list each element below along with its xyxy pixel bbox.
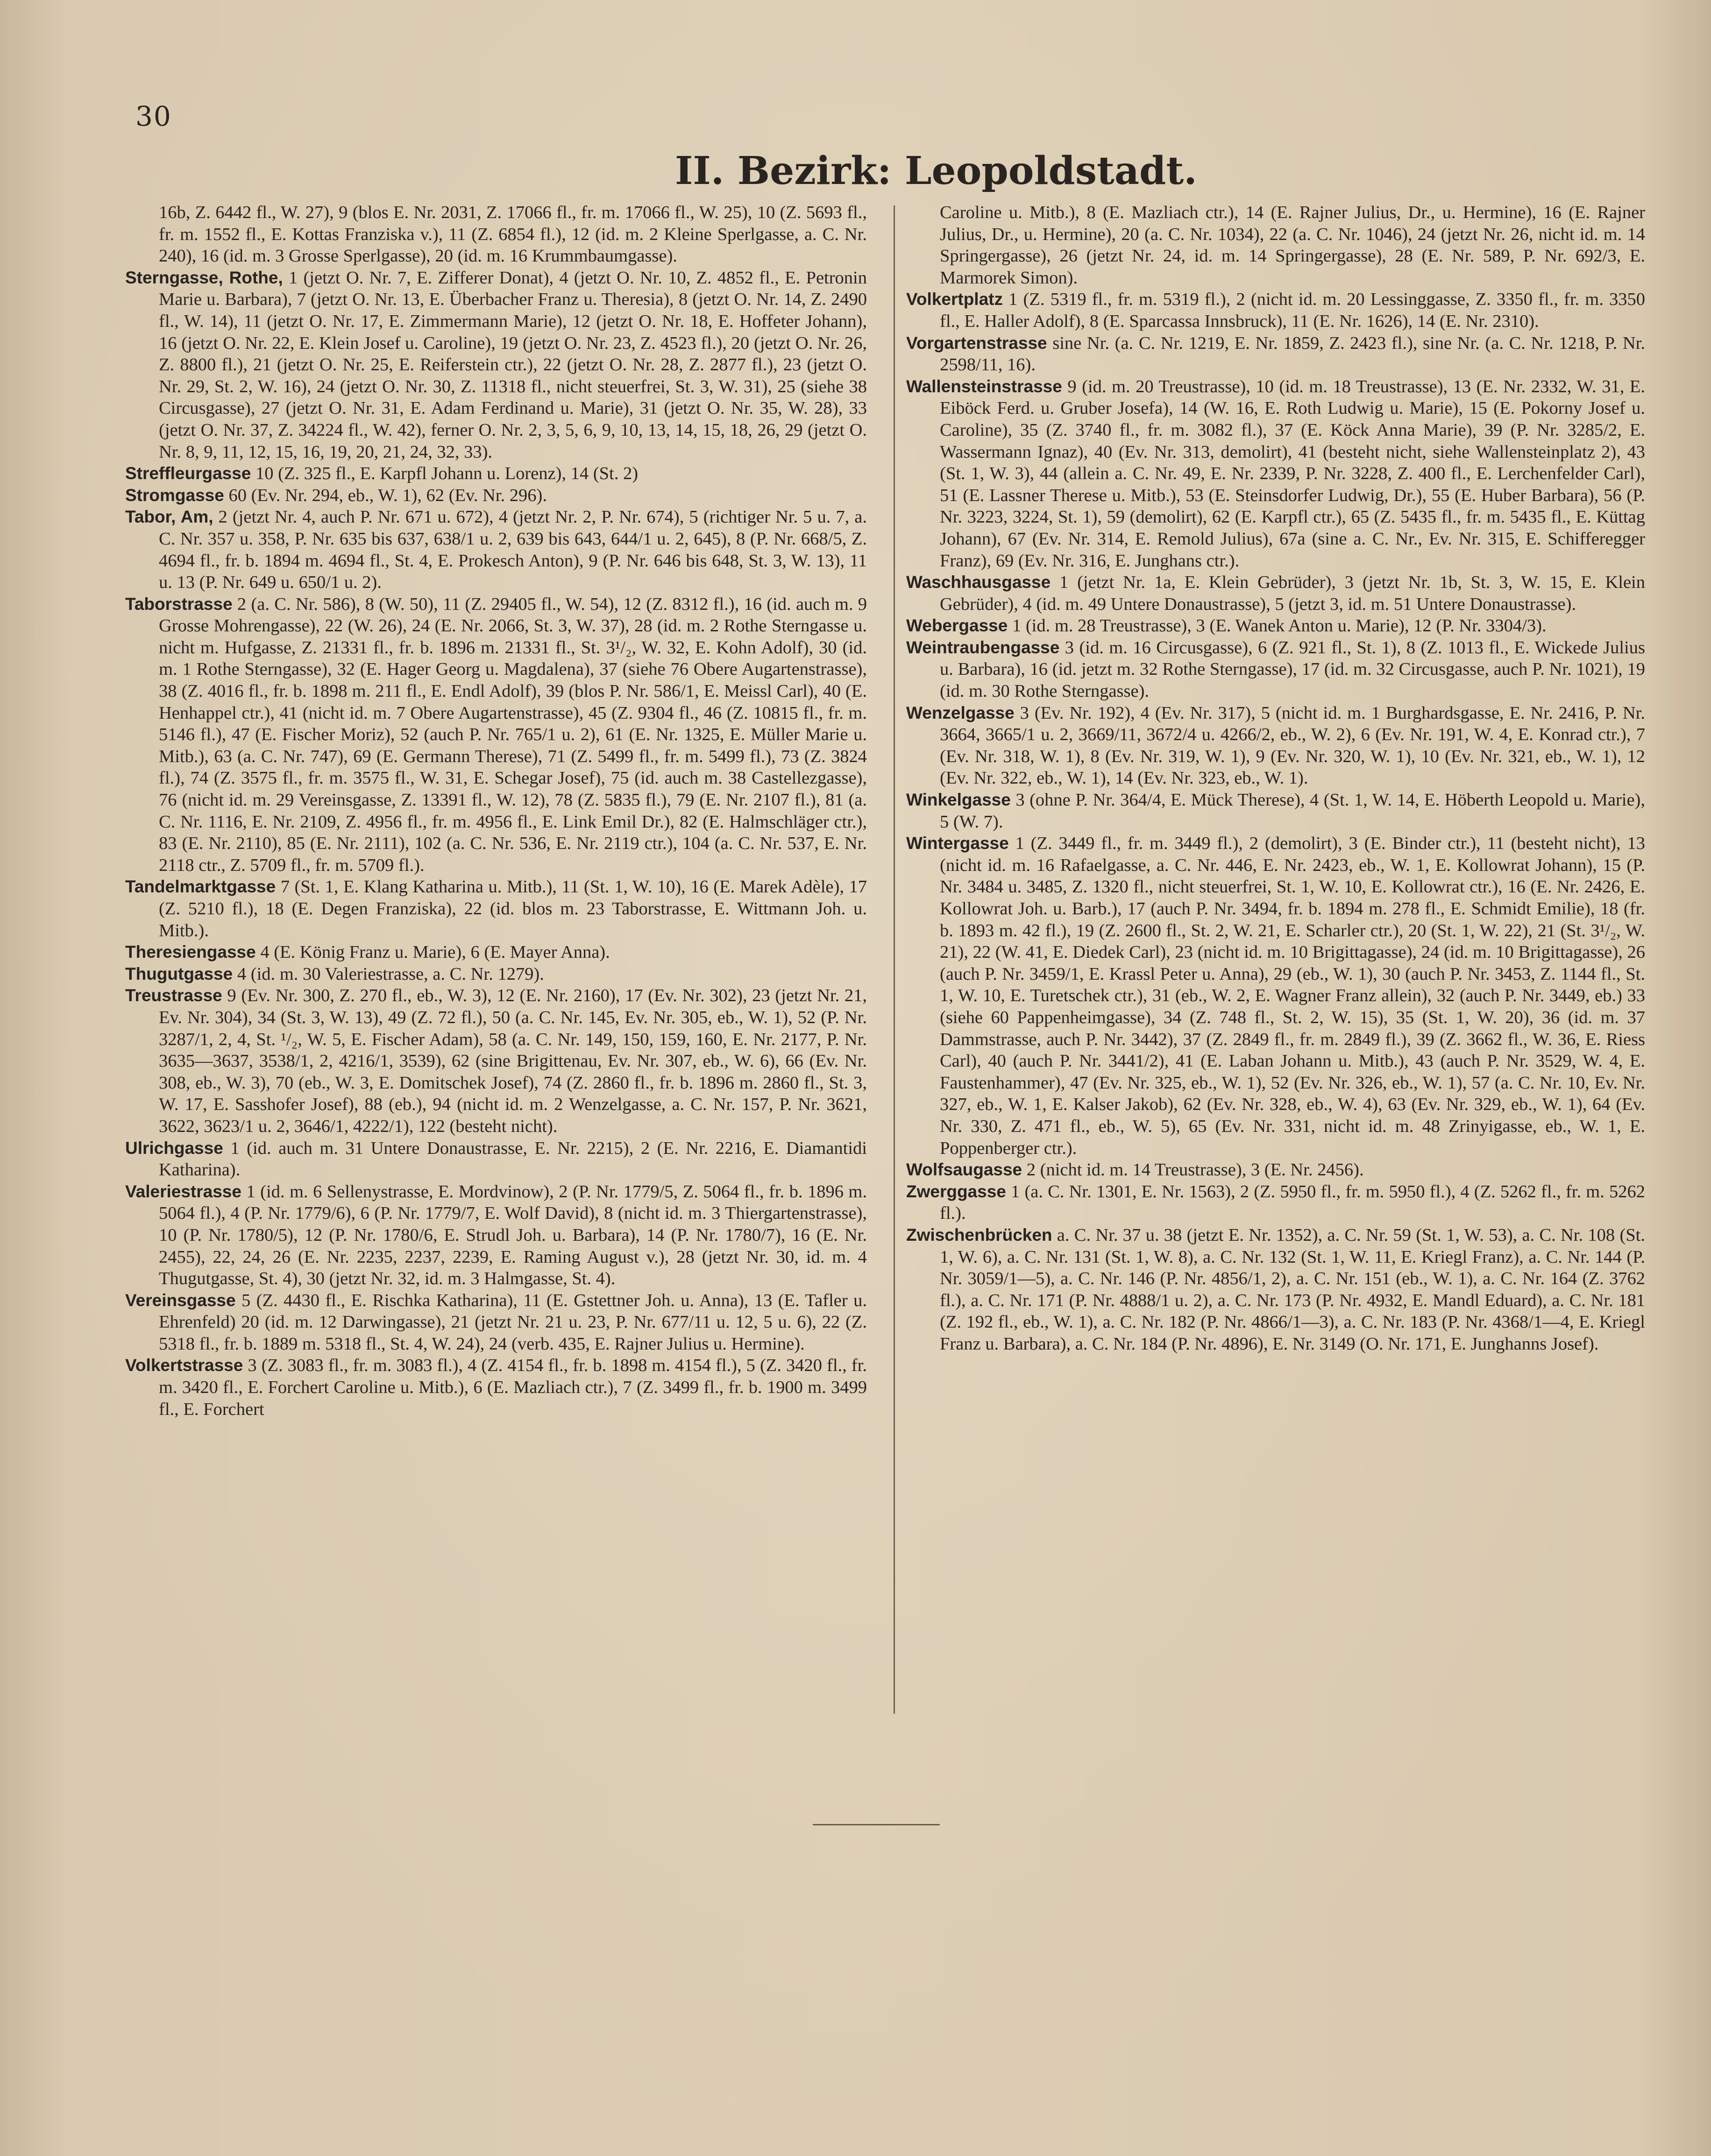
street-details: 4 (E. König Franz u. Marie), 6 (E. Mayer Anna). [256,942,610,962]
street-details: 5 (Z. 4430 fl., E. Rischka Katharina), 11 (E. Gstettner Joh. u. Anna), 13 (E. Tafler u. Ehrenfeld) 20 (id. m. 12 Darwingasse), 21 (jetzt Nr. 21 u. 23, P. Nr. 677/11 u. 12, 5 u. 6), 22 (Z. 5318 fl., fr. b. 1889 m. 5318 fl., St. 4, W. 24), 24 (verb. 435, E. Rajner Julius u. Hermine). [159,1290,867,1354]
street-name: Zwischenbrücken [906,1225,1052,1244]
street-name: Sterngasse, Rothe, [125,268,283,287]
street-details: 60 (Ev. Nr. 294, eb., W. 1), 62 (Ev. Nr. 296). [224,485,547,505]
street-details: 16b, Z. 6442 fl., W. 27), 9 (blos E. Nr. 2031, Z. 17066 fl., fr. m. 17066 fl., W. 25), 10 (Z. 5693 fl., fr. m. 1552 fl., E. Kottas Franziska v.), 11 (Z. 6854 fl.), 12 (id. m. 2 Kleine Sperlgasse, a. C. Nr. 240), 16 (id. m. 3 Grosse Sperlgasse), 20 (id. m. 16 Krummbaumgasse). [159,203,867,266]
street-details: 1 (jetzt Nr. 1a, E. Klein Gebrüder), 3 (jetzt Nr. 1b, St. 3, W. 15, E. Klein Gebrüder), 4 (id. m. 49 Untere Donaustrasse), 5 (jetzt 3, id. m. 51 Untere Donaustrasse). [940,573,1645,614]
street-entry [125,267,867,463]
street-name: Thugutgasse [125,964,233,983]
street-details: 1 (Z. 5319 fl., fr. m. 5319 fl.), 2 (nicht id. m. 20 Lessinggasse, Z. 3350 fl., fr. m. 3350 fl., E. Haller Adolf), 8 (E. Sparcassa Innsbruck), 11 (E. Nr. 1626), 14 (E. Nr. 2310). [940,290,1645,331]
street-entry [906,637,1645,702]
street-entry [906,1159,1645,1181]
left-column [125,202,867,1420]
street-details: 9 (Ev. Nr. 300, Z. 270 fl., eb., W. 3), 12 (E. Nr. 2160), 17 (Ev. Nr. 302), 23 (jetzt Nr. 21, Ev. Nr. 304), 34 (St. 3, W. 13), 49 (Z. 72 fl.), 50 (a. C. Nr. 145, Ev. Nr. 305, eb., W. 1), 52 (P. Nr. 3287/1, 2, 4, St. ¹/₂, W. 5, E. Fischer Adam), 58 (a. C. Nr. 149, 150, 159, 160, E. Nr. 2177, P. Nr. 3635—3637, 3538/1, 2, 4216/1, 3539), 62 (sine Brigittenau, Ev. Nr. 307, eb., W. 6), 66 (Ev. Nr. 308, eb., W. 3), 70 (eb., W. 3, E. Domitschek Josef), 74 (Z. 2860 fl., fr. b. 1896 m. 2860 fl., St. 3, W. 17, E. Sasshofer Josef), 88 (eb.), 94 (nicht id. m. 2 Wenzelgasse, a. C. Nr. 157, P. Nr. 3621, 3622, 3623/1 u. 2, 3646/1, 4222/1), 122 (besteht nicht). [159,986,867,1136]
street-name: Valeriestrasse [125,1181,241,1201]
street-name: Theresiengasse [125,942,256,962]
street-name: Wintergasse [906,834,1009,853]
street-details: 1 (Z. 3449 fl., fr. m. 3449 fl.), 2 (demolirt), 3 (E. Binder ctr.), 11 (besteht nicht), 13 (nicht id. m. 16 Rafaelgasse, a. C. Nr. 446, E. Nr. 2423, eb., W. 1, E. Kollowrat Johann), 15 (P. Nr. 3484 u. 3485, Z. 1320 fl., nicht steuerfrei, St. 1, W. 10, E. Kollowrat ctr.), 16 (E. Nr. 2426, E. Kollowrat Joh. u. Barb.), 17 (auch P. Nr. 3494, fr. b. 1894 m. 278 fl., E. Schmidt Emilie), 18 (fr. b. 1893 m. 42 fl.), 19 (Z. 2600 fl., St. 2, W. 21, E. Scharler ctr.), 20 (St. 1, W. 22), 21 (St. 3¹/₂, W. 21), 22 (W. 41, E. Diedek Carl), 23 (nicht id. m. 10 Brigittagasse), 24 (id. m. 10 Brigittagasse), 26 (auch P. Nr. 3459/1, E. Krassl Peter u. Anna), 29 (eb., W. 1), 30 (auch P. Nr. 3453, Z. 1144 fl., St. 1, W. 10, E. Turetschek ctr.), 31 (eb., W. 2, E. Wagner Franz allein), 32 (auch P. Nr. 3449, eb.) 33 (siehe 60 Pappenheimgasse), 34 (Z. 748 fl., St. 2, W. 15), 35 (St. 1, W. 20), 36 (id. m. 37 Dammstrasse, auch P. Nr. 3442), 37 (Z. 2849 fl., fr. m. 2849 fl.), 39 (Z. 3662 fl., W. 36, E. Riess Carl), 40 (auch P. Nr. 3441/2), 41 (E. Laban Johann u. Mitb.), 43 (auch P. Nr. 3529, W. 4, E. Faustenhammer), 47 (Ev. Nr. 325, eb., W. 1), 52 (Ev. Nr. 326, eb., W. 1), 57 (a. C. Nr. 10, Ev. Nr. 327, eb., W. 1, E. Kalser Jakob), 62 (Ev. Nr. 328, eb., W. 4), 63 (Ev. Nr. 329, eb., W. 1), 64 (Ev. Nr. 330, Z. 471 fl., eb., W. 5), 65 (Ev. Nr. 331, nicht id. m. 48 Zrinyigasse, eb., W. 1, E. Poppenberger ctr.). [940,834,1645,1158]
street-name: Winkelgasse [906,790,1011,810]
street-entry [125,963,867,985]
street-name: Tandelmarktgasse [125,877,276,897]
street-entry [125,463,867,485]
street-name: Volkertstrasse [125,1356,243,1375]
street-entry [125,506,867,593]
street-name: Volkertplatz [906,290,1003,309]
street-entry [125,594,867,877]
street-details: 3 (Ev. Nr. 192), 4 (Ev. Nr. 317), 5 (nicht id. m. 1 Burghardsgasse, E. Nr. 2416, P. Nr. 3664, 3665/1 u. 2, 3669/11, 3672/4 u. 4266/2, eb., W. 2), 6 (Ev. Nr. 191, W. 4, E. Konrad ctr.), 7 (Ev. Nr. 318, W. 1), 8 (Ev. Nr. 319, W. 1), 9 (Ev. Nr. 320, W. 1), 10 (Ev. Nr. 321, eb., W. 1), 12 (Ev. Nr. 322, eb., W. 1), 14 (Ev. Nr. 323, eb., W. 1). [940,703,1645,788]
street-name: Zwerggasse [906,1181,1006,1201]
street-name: Treustrasse [125,986,222,1005]
street-name: Stromgasse [125,485,224,505]
street-entry [125,1181,867,1290]
end-rule [813,1824,940,1825]
street-entry [906,702,1645,789]
column-divider [894,205,895,1714]
street-entry [906,833,1645,1159]
street-details: 1 (id. m. 28 Treustrasse), 3 (E. Wanek Anton u. Marie), 12 (P. Nr. 3304/3). [1008,616,1547,636]
street-entry [906,202,1645,289]
street-entry [906,789,1645,833]
street-details: 3 (ohne P. Nr. 364/4, E. Mück Therese), 4 (St. 1, W. 14, E. Höberth Leopold u. Marie), 5 (W. 7). [940,790,1645,832]
street-details: 9 (id. m. 20 Treustrasse), 10 (id. m. 18 Treustrasse), 13 (E. Nr. 2332, W. 31, E. Eiböck Ferd. u. Gruber Josefa), 14 (W. 16, E. Roth Ludwig u. Marie), 15 (E. Pokorny Josef u. Caroline), 35 (Z. 3740 fl., fr. m. 3082 fl.), 37 (E. Köck Anna Marie), 39 (P. Nr. 3285/2, E. Wassermann Ignaz), 40 (Ev. Nr. 313, demolirt), 41 (besteht nicht, siehe Wallensteinplatz 2), 43 (St. 1, W. 3), 44 (allein a. C. Nr. 49, E. Nr. 2339, P. Nr. 3228, Z. 400 fl., E. Lerchenfelder Carl), 51 (E. Lassner Therese u. Mitb.), 53 (E. Steinsdorfer Ludwig, Dr.), 55 (E. Huber Barbara), 56 (P. Nr. 3223, 3224, St. 1), 59 (demolirt), 62 (E. Karpfl ctr.), 65 (Z. 5435 fl., fr. m. 5435 fl., E. Küttag Johann), 67 (Ev. Nr. 314, E. Remold Julius), 67a (sine a. C. Nr., Ev. Nr. 315, E. Schifferegger Franz), 69 (Ev. Nr. 316, E. Junghans ctr.). [940,376,1645,571]
street-entry [125,876,867,941]
page-number: 30 [135,100,172,132]
page-title: II. Bezirk: Leopoldstadt. [675,148,1197,193]
street-entry [125,941,867,963]
street-entry [125,985,867,1137]
street-name: Vorgartenstrasse [906,333,1047,353]
right-column [906,202,1645,1355]
street-name: Waschhausgasse [906,573,1051,592]
street-details: 3 (Z. 3083 fl., fr. m. 3083 fl.), 4 (Z. 4154 fl., fr. b. 1898 m. 4154 fl.), 5 (Z. 3420 fl., fr. m. 3420 fl., E. Forchert Caroline u. Mitb.), 6 (E. Mazliach ctr.), 7 (Z. 3499 fl., fr. b. 1900 m. 3499 fl., E. Forchert [159,1356,867,1419]
street-entry [906,615,1645,637]
street-name: Vereinsgasse [125,1290,236,1310]
street-entry [906,376,1645,572]
street-entry [125,1290,867,1355]
street-details: 2 (a. C. Nr. 586), 8 (W. 50), 11 (Z. 29405 fl., W. 54), 12 (Z. 8312 fl.), 16 (id. auch m. 9 Grosse Mohrengasse), 22 (W. 26), 24 (E. Nr. 2066, St. 3, W. 37), 28 (id. m. 2 Rothe Sterngasse u. nicht m. Hufgasse, Z. 21331 fl., fr. b. 1896 m. 21331 fl., St. 3¹/₂, W. 32, E. Kohn Adolf), 30 (id. m. 1 Rothe Sterngasse), 32 (E. Hager Georg u. Magdalena), 37 (siehe 76 Obere Augartenstrasse), 38 (Z. 4016 fl., fr. b. 1898 m. 211 fl., E. Endl Adolf), 39 (blos P. Nr. 586/1, E. Meissl Carl), 40 (E. Henhappel ctr.), 41 (nicht id. m. 7 Obere Augartenstrasse), 45 (Z. 9304 fl., 46 (Z. 10815 fl., fr. m. 5146 fl.), 47 (E. Fischer Moriz), 52 (auch P. Nr. 765/1 u. 2), 61 (E. Nr. 1325, E. Müller Marie u. Mitb.), 63 (a. C. Nr. 747), 69 (E. Germann Therese), 71 (Z. 5499 fl., fr. m. 5499 fl.), 73 (Z. 3824 fl.), 74 (Z. 3575 fl., fr. m. 3575 fl., W. 31, E. Schegar Josef), 75 (id. auch m. 38 Castellezgasse), 76 (nicht id. m. 29 Vereinsgasse, Z. 13391 fl., W. 12), 78 (Z. 5835 fl.), 79 (E. Nr. 2107 fl.), 81 (a. C. Nr. 1116, E. Nr. 2109, Z. 4956 fl., fr. m. 4956 fl., E. Link Emil Dr.), 82 (E. Halmschläger ctr.), 83 (E. Nr. 2110), 85 (E. Nr. 2111), 102 (a. C. Nr. 536, E. Nr. 2119 ctr.), 104 (a. C. Nr. 537, E. Nr. 2118 ctr., Z. 5709 fl., fr. m. 5709 fl.). [159,594,867,875]
street-name: Wallensteinstrasse [906,376,1062,396]
street-entry [125,1355,867,1420]
street-details: 1 (a. C. Nr. 1301, E. Nr. 1563), 2 (Z. 5950 fl., fr. m. 5950 fl.), 4 (Z. 5262 fl., fr. m. 5262 fl.). [940,1181,1645,1223]
street-details: sine Nr. (a. C. Nr. 1219, E. Nr. 1859, Z. 2423 fl.), sine Nr. (a. C. Nr. 1218, P. Nr. 2598/11, 16). [940,333,1645,375]
street-details: 7 (St. 1, E. Klang Katharina u. Mitb.), 11 (St. 1, W. 10), 16 (E. Marek Adèle), 17 (Z. 5210 fl.), 18 (E. Degen Franziska), 22 (id. blos m. 23 Taborstrasse, E. Wittmann Joh. u. Mitb.). [159,877,867,940]
street-details: 2 (nicht id. m. 14 Treustrasse), 3 (E. Nr. 2456). [1022,1160,1364,1180]
street-entry [125,202,867,267]
street-name: Wenzelgasse [906,703,1015,722]
street-details: 1 (id. m. 6 Sellenystrasse, E. Mordvinow), 2 (P. Nr. 1779/5, Z. 5064 fl., fr. b. 1896 m. 5064 fl.), 4 (P. Nr. 1779/6), 6 (P. Nr. 1779/7, E. Wolf David), 8 (nicht id. m. 3 Thiergartenstrasse), 10 (P. Nr. 1780/5), 12 (P. Nr. 1780/6, E. Strudl Joh. u. Barbara), 14 (P. Nr. 1780/7), 16 (E. Nr. 2455), 22, 24, 26 (E. Nr. 2235, 2237, 2239, E. Raming August v.), 28 (jetzt Nr. 30, id. m. 4 Thugutgasse, St. 4), 30 (jetzt Nr. 32, id. m. 3 Halmgasse, St. 4). [159,1181,867,1289]
street-name: Taborstrasse [125,594,233,614]
street-name: Tabor, Am, [125,507,213,527]
street-name: Weintraubengasse [906,637,1060,657]
street-details: 1 (jetzt O. Nr. 7, E. Zifferer Donat), 4 (jetzt O. Nr. 10, Z. 4852 fl., E. Petronin Marie u. Barbara), 7 (jetzt O. Nr. 13, E. Überbacher Franz u. Theresia), 8 (jetzt O. Nr. 14, Z. 2490 fl., W. 14), 11 (jetzt O. Nr. 17, E. Zimmermann Marie), 12 (jetzt O. Nr. 18, E. Hoffeter Johann), 16 (jetzt O. Nr. 22, E. Klein Josef u. Caroline), 19 (jetzt O. Nr. 23, Z. 4523 fl.), 20 (jetzt O. Nr. 26, Z. 8800 fl.), 21 (jetzt O. Nr. 25, E. Reiferstein ctr.), 22 (jetzt O. Nr. 28, Z. 2877 fl.), 23 (jetzt O. Nr. 29, St. 2, W. 16), 24 (jetzt O. Nr. 30, Z. 11318 fl., nicht steuerfrei, St. 3, W. 31), 25 (siehe 38 Circusgasse), 27 (jetzt O. Nr. 31, E. Adam Ferdinand u. Marie), 31 (jetzt O. Nr. 35, W. 28), 33 (jetzt O. Nr. 37, Z. 34224 fl., W. 42), ferner O. Nr. 2, 3, 5, 6, 9, 10, 13, 14, 15, 18, 26, 29 (jetzt O. Nr. 8, 9, 11, 12, 15, 16, 19, 20, 21, 24, 32, 33). [159,268,867,462]
street-details: 4 (id. m. 30 Valeriestrasse, a. C. Nr. 1279). [233,964,544,984]
street-details: 2 (jetzt Nr. 4, auch P. Nr. 671 u. 672), 4 (jetzt Nr. 2, P. Nr. 674), 5 (richtiger Nr. 5 u. 7, a. C. Nr. 357 u. 358, P. Nr. 635 bis 637, 638/1 u. 2, 639 bis 643, 644/1 u. 2, 645), 8 (P. Nr. 668/5, Z. 4694 fl., fr. b. 1894 m. 4694 fl., St. 4, E. Prokesch Anton), 9 (P. Nr. 646 bis 648, St. 3, W. 13), 11 u. 13 (P. Nr. 649 u. 650/1 u. 2). [159,507,867,593]
street-entry [125,1138,867,1181]
street-name: Wolfsaugasse [906,1160,1022,1180]
street-details: 3 (id. m. 16 Circusgasse), 6 (Z. 921 fl., St. 1), 8 (Z. 1013 fl., E. Wickede Julius u. Barbara), 16 (id. jetzt m. 32 Rothe Sterngasse), 17 (id. m. 32 Circusgasse, auch P. Nr. 1021), 19 (id. m. 30 Rothe Sterngasse). [940,637,1645,701]
street-entry [906,289,1645,332]
street-entry [906,332,1645,376]
street-details: Caroline u. Mitb.), 8 (E. Mazliach ctr.), 14 (E. Rajner Julius, Dr., u. Hermine), 16 (E. Rajner Julius, Dr., u. Hermine), 20 (a. C. Nr. 1034), 22 (a. C. Nr. 1046), 24 (jetzt Nr. 26, nicht id. m. 14 Springergasse), 26 (jetzt Nr. 24, id. m. 14 Springergasse), 28 (E. Nr. 589, P. Nr. 692/3, E. Marmorek Simon). [940,203,1645,288]
street-name: Streffleurgasse [125,464,251,483]
street-entry [906,572,1645,615]
street-entry [125,485,867,507]
street-details: 10 (Z. 325 fl., E. Karpfl Johann u. Lorenz), 14 (St. 2) [251,464,639,484]
street-entry [906,1224,1645,1355]
street-details: 1 (id. auch m. 31 Untere Donaustrasse, E. Nr. 2215), 2 (E. Nr. 2216, E. Diamantidi Katharina). [159,1138,867,1180]
street-name: Ulrichgasse [125,1138,223,1158]
street-details: a. C. Nr. 37 u. 38 (jetzt E. Nr. 1352), a. C. Nr. 59 (St. 1, W. 53), a. C. Nr. 108 (St. 1, W. 6), a. C. Nr. 131 (St. 1, W. 8), a. C. Nr. 132 (St. 1, W. 11, E. Kriegl Franz), a. C. Nr. 144 (P. Nr. 3059/1—5), a. C. Nr. 146 (P. Nr. 4856/1, 2), a. C. Nr. 151 (eb., W. 1), a. C. Nr. 164 (Z. 3762 fl.), a. C. Nr. 171 (P. Nr. 4888/1 u. 2), a. C. Nr. 173 (P. Nr. 4932, E. Mandl Eduard), a. C. Nr. 181 (Z. 192 fl., eb., W. 1), a. C. Nr. 182 (P. Nr. 4866/1—3), a. C. Nr. 183 (P. Nr. 4368/1—4, E. Kriegl Franz u. Barbara), a. C. Nr. 184 (P. Nr. 4896), E. Nr. 3149 (O. Nr. 171, E. Junghanns Josef). [940,1225,1645,1354]
street-name: Webergasse [906,616,1008,636]
street-entry [906,1181,1645,1224]
